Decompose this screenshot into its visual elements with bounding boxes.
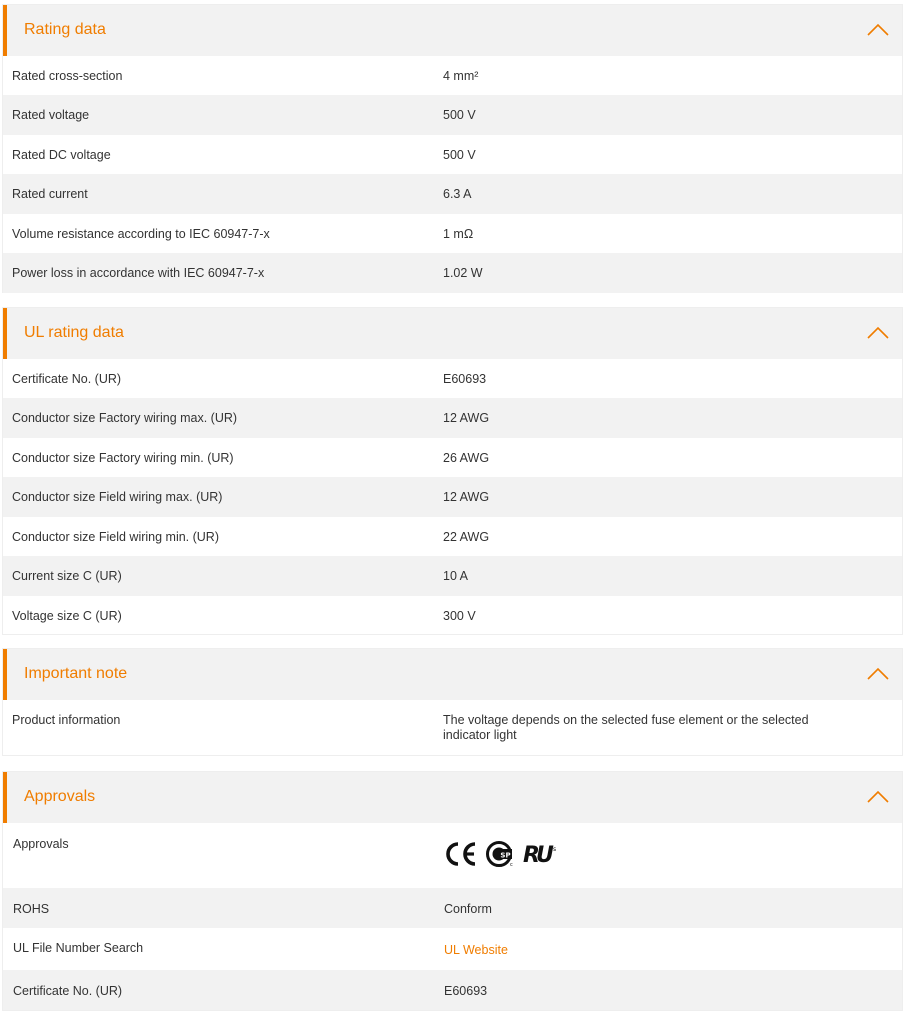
row-value: E60693 bbox=[443, 372, 487, 386]
table-row bbox=[3, 214, 902, 253]
section-title: Approvals bbox=[24, 788, 96, 805]
table-row bbox=[3, 700, 902, 755]
row-value: 6.3 A bbox=[443, 187, 472, 201]
row-label: Product information bbox=[12, 713, 121, 727]
row-value: 22 AWG bbox=[443, 530, 490, 544]
row-label: UL File Number Search bbox=[13, 941, 144, 955]
svg-text:U: U bbox=[536, 843, 554, 867]
table-row bbox=[3, 398, 902, 438]
row-value: 12 AWG bbox=[443, 411, 490, 425]
table-row bbox=[3, 174, 902, 214]
row-label: Power loss in accordance with IEC 60947-7-x bbox=[12, 266, 265, 280]
csa-mark-icon bbox=[486, 840, 514, 868]
row-label: Certificate No. (UR) bbox=[12, 372, 122, 386]
svg-text:s: s bbox=[553, 846, 557, 853]
ul-rating-data-section bbox=[2, 307, 903, 635]
note-line-2: indicator light bbox=[443, 728, 517, 742]
row-value: 26 AWG bbox=[443, 451, 490, 465]
row-value: 1 mΩ bbox=[443, 227, 474, 241]
approvals-header[interactable] bbox=[3, 772, 902, 823]
svg-text:c: c bbox=[510, 862, 513, 868]
table-row bbox=[3, 253, 902, 293]
row-value: Conform bbox=[444, 902, 492, 916]
row-value: 500 V bbox=[443, 148, 476, 162]
row-label: Rated DC voltage bbox=[12, 148, 111, 162]
table-row bbox=[3, 596, 902, 635]
row-label: Rated current bbox=[12, 187, 88, 201]
table-row bbox=[3, 823, 902, 888]
row-value bbox=[443, 713, 809, 743]
table-row bbox=[3, 888, 902, 928]
row-label: Voltage size C (UR) bbox=[12, 609, 122, 623]
table-row bbox=[3, 928, 902, 970]
row-label: Conductor size Field wiring max. (UR) bbox=[12, 490, 223, 504]
row-label: Conductor size Factory wiring max. (UR) bbox=[12, 411, 238, 425]
section-title: Rating data bbox=[24, 21, 106, 38]
row-value: E60693 bbox=[444, 984, 488, 998]
svg-text:SP: SP bbox=[500, 851, 511, 860]
ce-mark-icon bbox=[444, 841, 478, 867]
table-row bbox=[3, 135, 902, 174]
table-row bbox=[3, 517, 902, 556]
row-label: Rated cross-section bbox=[12, 69, 123, 83]
approvals-section bbox=[2, 771, 903, 1011]
note-line-1: The voltage depends on the selected fuse element or the selected bbox=[443, 713, 809, 727]
ul-website-link[interactable]: UL Website bbox=[444, 943, 508, 957]
table-row bbox=[3, 359, 902, 398]
row-label: Volume resistance according to IEC 60947-7-x bbox=[12, 227, 270, 241]
table-row bbox=[3, 970, 902, 1010]
row-label: Rated voltage bbox=[12, 108, 90, 122]
row-value: 1.02 W bbox=[443, 266, 483, 280]
row-label: Approvals bbox=[13, 837, 69, 851]
svg-text:R: R bbox=[523, 843, 540, 867]
row-value: 500 V bbox=[443, 108, 476, 122]
rating-data-section bbox=[2, 4, 903, 293]
table-row bbox=[3, 556, 902, 596]
section-title: UL rating data bbox=[24, 324, 124, 341]
chevron-up-icon[interactable] bbox=[866, 665, 890, 681]
row-label: Current size C (UR) bbox=[12, 569, 122, 583]
row-value: 4 mm² bbox=[443, 69, 479, 83]
row-value: 300 V bbox=[443, 609, 476, 623]
ul-rating-data-header[interactable] bbox=[3, 308, 902, 359]
row-value: 12 AWG bbox=[443, 490, 490, 504]
section-title: Important note bbox=[24, 665, 128, 682]
row-label: Certificate No. (UR) bbox=[13, 984, 123, 998]
ul-recognized-icon bbox=[522, 841, 558, 867]
table-row bbox=[3, 477, 902, 517]
chevron-up-icon[interactable] bbox=[866, 21, 890, 37]
table-row bbox=[3, 438, 902, 477]
chevron-up-icon[interactable] bbox=[866, 788, 890, 804]
row-label: Conductor size Field wiring min. (UR) bbox=[12, 530, 220, 544]
important-note-section bbox=[2, 648, 903, 756]
row-value: 10 A bbox=[443, 569, 469, 583]
table-row bbox=[3, 56, 902, 95]
approval-logos bbox=[444, 840, 558, 868]
rating-data-header[interactable] bbox=[3, 5, 902, 56]
row-label: Conductor size Factory wiring min. (UR) bbox=[12, 451, 234, 465]
table-row bbox=[3, 95, 902, 135]
row-label: ROHS bbox=[13, 902, 50, 916]
chevron-up-icon[interactable] bbox=[866, 324, 890, 340]
important-note-header[interactable] bbox=[3, 649, 902, 700]
